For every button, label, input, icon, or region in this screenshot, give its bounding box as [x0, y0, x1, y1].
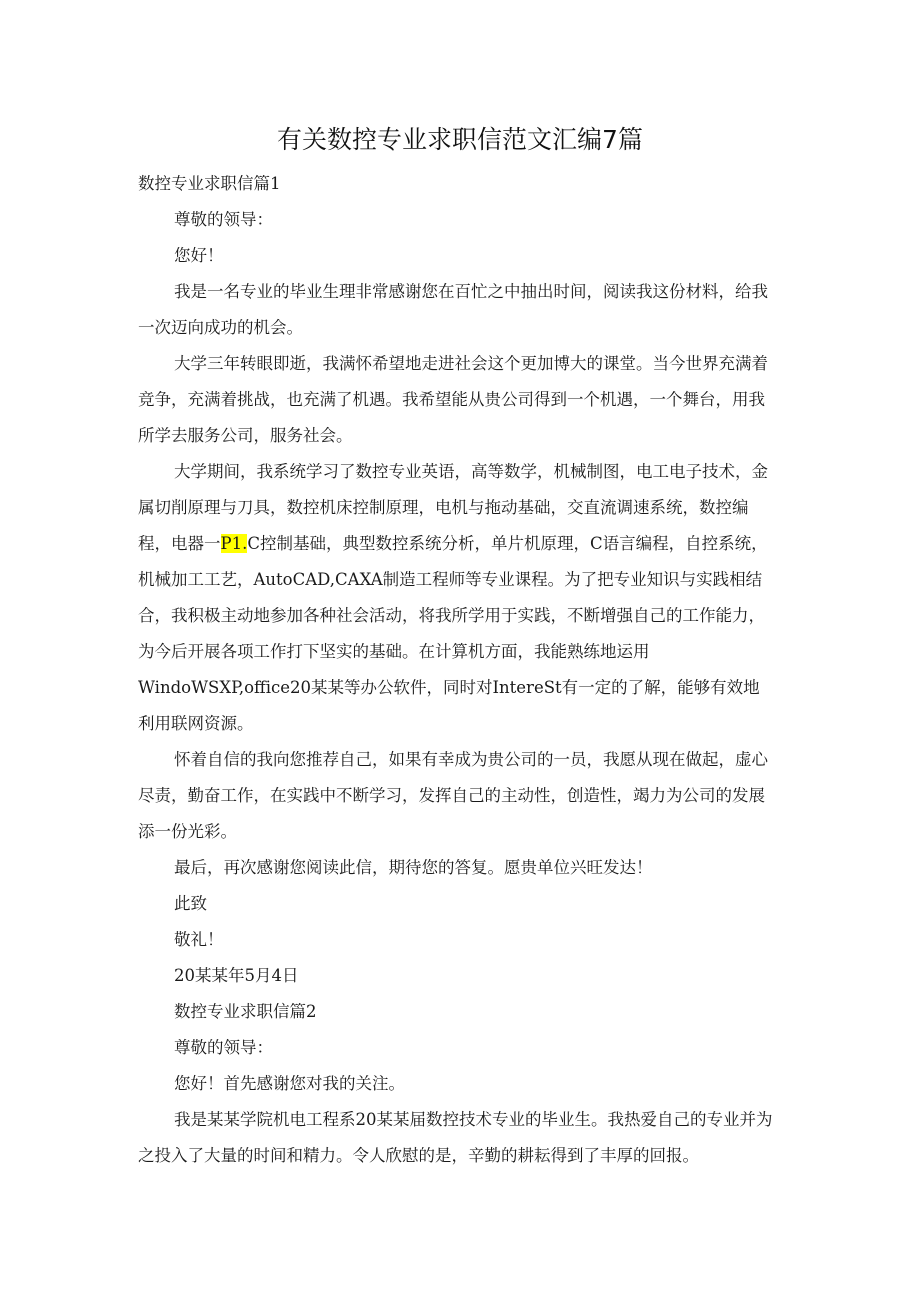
letter-date: 20某某年5月4日 — [174, 966, 299, 985]
greeting: 您好！ — [174, 246, 224, 265]
closing-line: 此致 — [174, 894, 207, 913]
salutation: 尊敬的领导： — [174, 1038, 273, 1057]
paragraph: 我是某某学院机电工程系20某某届数控技术专业的毕业生。我热爱自己的专业并为之投入了大量的时间和精力。令人欣慰的是，辛勤的耕耘得到了丰厚的回报。 — [138, 1110, 773, 1165]
paragraph-text: C控制基础，典型数控系统分析，单片机原理，C语言编程，自控系统，机械加工工艺，AutoCAD,CAXA制造工程师等专业课程。为了把专业知识与实践相结合，我积极主动地参加各种社会活动，将我所学用于实践，不断增强自己的工作能力，为今后开展各项工作打下坚实的基础。在计算机方面，我能熟练地运用WindoWSXP,office20某某等办公软件，同时对IntereSt有一定的了解，能够有效地利用联网资源。 — [138, 534, 768, 733]
paragraph — [138, 454, 774, 742]
closing-line: 敬礼！ — [174, 930, 224, 949]
document-title: 有关数控专业求职信范文汇编7篇 — [277, 125, 643, 154]
greeting: 您好！首先感谢您对我的关注。 — [174, 1074, 405, 1093]
paragraph: 最后，再次感谢您阅读此信，期待您的答复。愿贵单位兴旺发达！ — [174, 858, 653, 877]
paragraph: 大学三年转眼即逝，我满怀希望地走进社会这个更加博大的课堂。当今世界充满着竞争，充满着挑战，也充满了机遇。我希望能从贵公司得到一个机遇，一个舞台，用我所学去服务公司，服务社会。 — [138, 354, 768, 445]
highlighted-text: P1. — [220, 534, 248, 553]
section1-heading: 数控专业求职信篇1 — [138, 174, 281, 193]
paragraph: 我是一名专业的毕业生理非常感谢您在百忙之中抽出时间，阅读我这份材料，给我一次迈向成功的机会。 — [138, 282, 768, 337]
section2-heading: 数控专业求职信篇2 — [174, 1002, 317, 1021]
paragraph-text: 大学期间，我系统学习了数控专业英语，高等数学，机械制图，电工电子技术，金属切削原理与刀具，数控机床控制原理，电机与拖动基础，交直流调速系统，数控编程，电器一 — [138, 462, 768, 553]
document-body — [138, 166, 774, 1174]
paragraph: 怀着自信的我向您推荐自己，如果有幸成为贵公司的一员，我愿从现在做起，虚心尽责，勤奋工作，在实践中不断学习，发挥自己的主动性，创造性，竭力为公司的发展添一份光彩。 — [138, 750, 768, 841]
salutation: 尊敬的领导： — [174, 210, 273, 229]
